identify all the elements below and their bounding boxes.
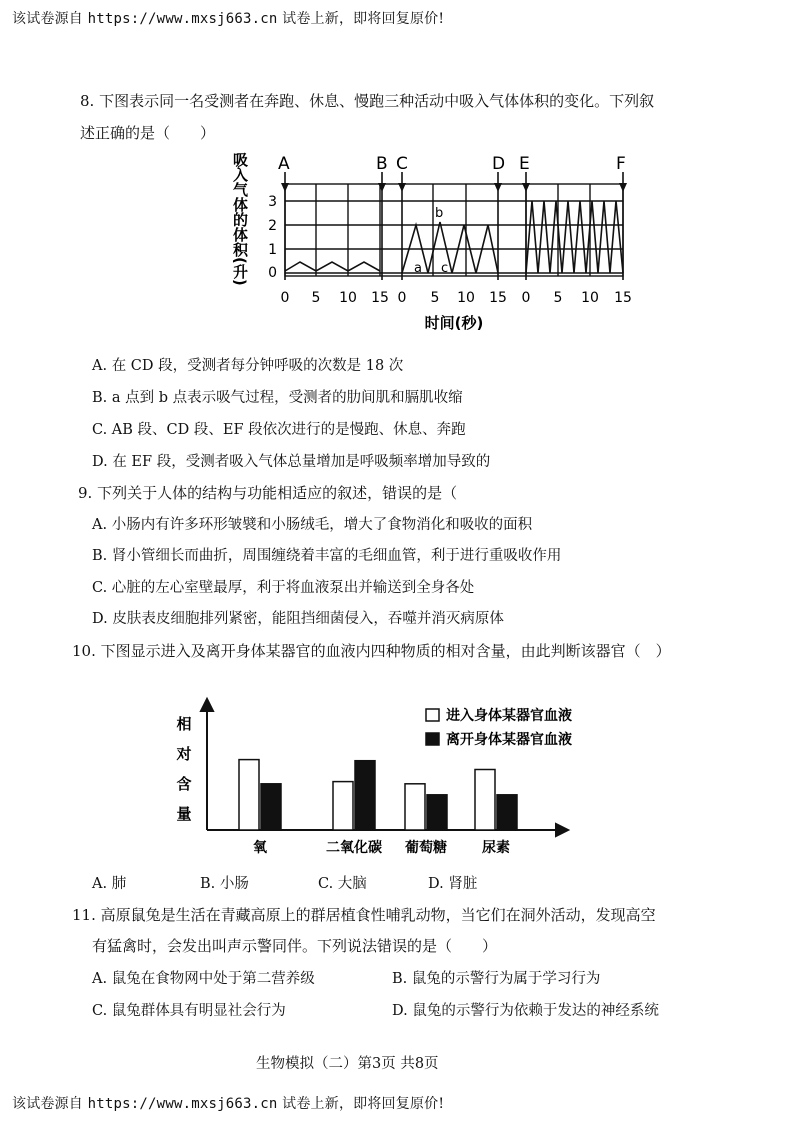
- q10-ylabel-char: 含: [176, 775, 192, 793]
- category-label: 尿素: [482, 840, 510, 856]
- q8-ytick-2: 2: [268, 218, 277, 234]
- q8-marker-B: B: [376, 154, 388, 174]
- bar-out-2: [427, 795, 447, 830]
- banner-suffix: 试卷上新，即将回复原价!: [277, 11, 445, 27]
- legend-label-in: 进入身体某器官血液: [446, 708, 572, 724]
- q8-ytick-0: 0: [268, 265, 277, 281]
- q10-ylabel-char: 对: [176, 745, 192, 763]
- q8-chart-xlabel: 时间(秒): [424, 314, 484, 332]
- q8-marker-D: D: [492, 154, 506, 174]
- q8-option-b: B. a 点到 b 点表示吸气过程，受测者的肋间肌和膈肌收缩: [92, 390, 463, 406]
- q8-xtick: 5: [430, 290, 440, 306]
- q8-xtick: 0: [280, 290, 290, 306]
- q9-option-d: D. 皮肤表皮细胞排列紧密，能阻挡细菌侵入，吞噬并消灭病原体: [92, 611, 504, 627]
- category-label: 氧: [253, 840, 267, 856]
- q8-option-d: D. 在 EF 段，受测者吸入气体总量增加是呼吸频率增加导致的: [92, 454, 491, 470]
- q11-option-c: C. 鼠兔群体具有明显社会行为: [92, 1003, 286, 1019]
- q8-marker-F: F: [616, 154, 626, 174]
- q10-stem: 10. 下图显示进入及离开身体某器官的血液内四种物质的相对含量，由此判断该器官（ ）: [72, 642, 671, 660]
- bar-in-0: [239, 760, 259, 830]
- banner-suffix: 试卷上新，即将回复原价!: [277, 1096, 445, 1112]
- q11-stem-line2: 有猛禽时，会发出叫声示警同伴。下列说法错误的是（ ）: [92, 937, 498, 955]
- q8-xtick: 0: [521, 290, 531, 306]
- banner-url[interactable]: https://www.mxsj663.cn: [87, 11, 278, 27]
- q8-point-c: c: [441, 261, 449, 276]
- source-banner-top: [12, 8, 444, 28]
- q8-stem-line1: 8. 下图表示同一名受测者在奔跑、休息、慢跑三种活动中吸入气体体积的变化。下列叙: [80, 92, 655, 110]
- q9-stem: 9. 下列关于人体的结构与功能相适应的叙述，错误的是（: [78, 484, 458, 502]
- q8-xtick: 5: [311, 290, 321, 306]
- q8-ytick-3: 3: [268, 194, 277, 210]
- category-label: 二氧化碳: [326, 840, 382, 856]
- banner-prefix: 该试卷源自: [12, 1096, 88, 1112]
- q11-stem-line1: 11. 高原鼠兔是生活在青藏高原上的群居植食性哺乳动物，当它们在洞外活动，发现高空: [72, 906, 656, 924]
- q8-ytick-1: 1: [268, 242, 277, 258]
- bar-out-3: [497, 795, 517, 830]
- q8-xtick: 15: [489, 290, 507, 306]
- q10-bar-chart: [160, 695, 580, 865]
- q9-option-b: B. 肾小管细长而曲折，周围缠绕着丰富的毛细血管，利于进行重吸收作用: [92, 548, 562, 564]
- banner-prefix: 该试卷源自: [12, 11, 88, 27]
- banner-url[interactable]: https://www.mxsj663.cn: [87, 1096, 278, 1112]
- bar-in-2: [405, 784, 425, 830]
- q10-ylabel-char: 相: [176, 715, 192, 733]
- q10-option-a: A. 肺: [92, 876, 127, 892]
- bar-in-1: [333, 782, 353, 830]
- q8-xtick: 10: [581, 290, 599, 306]
- q8-stem-line2: 述正确的是（ ）: [80, 124, 216, 142]
- page-footer: 生物模拟（二）第3页 共8页: [256, 1056, 439, 1072]
- q11-option-a: A. 鼠兔在食物网中处于第二营养级: [92, 971, 315, 987]
- q9-option-c: C. 心脏的左心室壁最厚，利于将血液泵出并输送到全身各处: [92, 580, 475, 596]
- legend-swatch-in: [426, 709, 439, 721]
- q8-point-a: a: [414, 261, 422, 276]
- q8-marker-E: E: [519, 154, 530, 174]
- legend-swatch-out: [426, 733, 439, 745]
- q8-breathing-chart: [230, 150, 650, 336]
- q8-point-b: b: [435, 206, 444, 221]
- legend-label-out: 离开身体某器官血液: [446, 732, 572, 748]
- q11-option-b: B. 鼠兔的示警行为属于学习行为: [392, 971, 601, 987]
- q8-option-c: C. AB 段、CD 段、EF 段依次进行的是慢跑、休息、奔跑: [92, 422, 466, 438]
- q10-ylabel-char: 量: [176, 805, 192, 823]
- source-banner-bottom: [12, 1093, 444, 1113]
- q10-option-d: D. 肾脏: [428, 876, 478, 892]
- q8-xtick: 5: [553, 290, 563, 306]
- q8-xtick: 15: [614, 290, 632, 306]
- q10-option-b: B. 小肠: [200, 876, 249, 892]
- q10-option-c: C. 大脑: [318, 876, 367, 892]
- q8-marker-C: C: [396, 154, 408, 174]
- q8-xtick: 0: [397, 290, 407, 306]
- q11-option-d: D. 鼠兔的示警行为依赖于发达的神经系统: [392, 1003, 659, 1019]
- q8-xtick: 10: [339, 290, 357, 306]
- q10-legend: [426, 707, 572, 748]
- q8-xtick: 10: [457, 290, 475, 306]
- q8-option-a: A. 在 CD 段，受测者每分钟呼吸的次数是 18 次: [92, 358, 404, 374]
- q8-chart-ylabel: 吸入气体的体积(升): [231, 152, 249, 286]
- bar-in-3: [475, 770, 495, 831]
- q8-xtick: 15: [371, 290, 389, 306]
- category-label: 葡萄糖: [405, 840, 447, 856]
- bar-out-1: [355, 761, 375, 830]
- q9-option-a: A. 小肠内有许多环形皱襞和小肠绒毛，增大了食物消化和吸收的面积: [92, 517, 533, 533]
- bar-out-0: [261, 784, 281, 830]
- q8-marker-A: A: [278, 154, 290, 174]
